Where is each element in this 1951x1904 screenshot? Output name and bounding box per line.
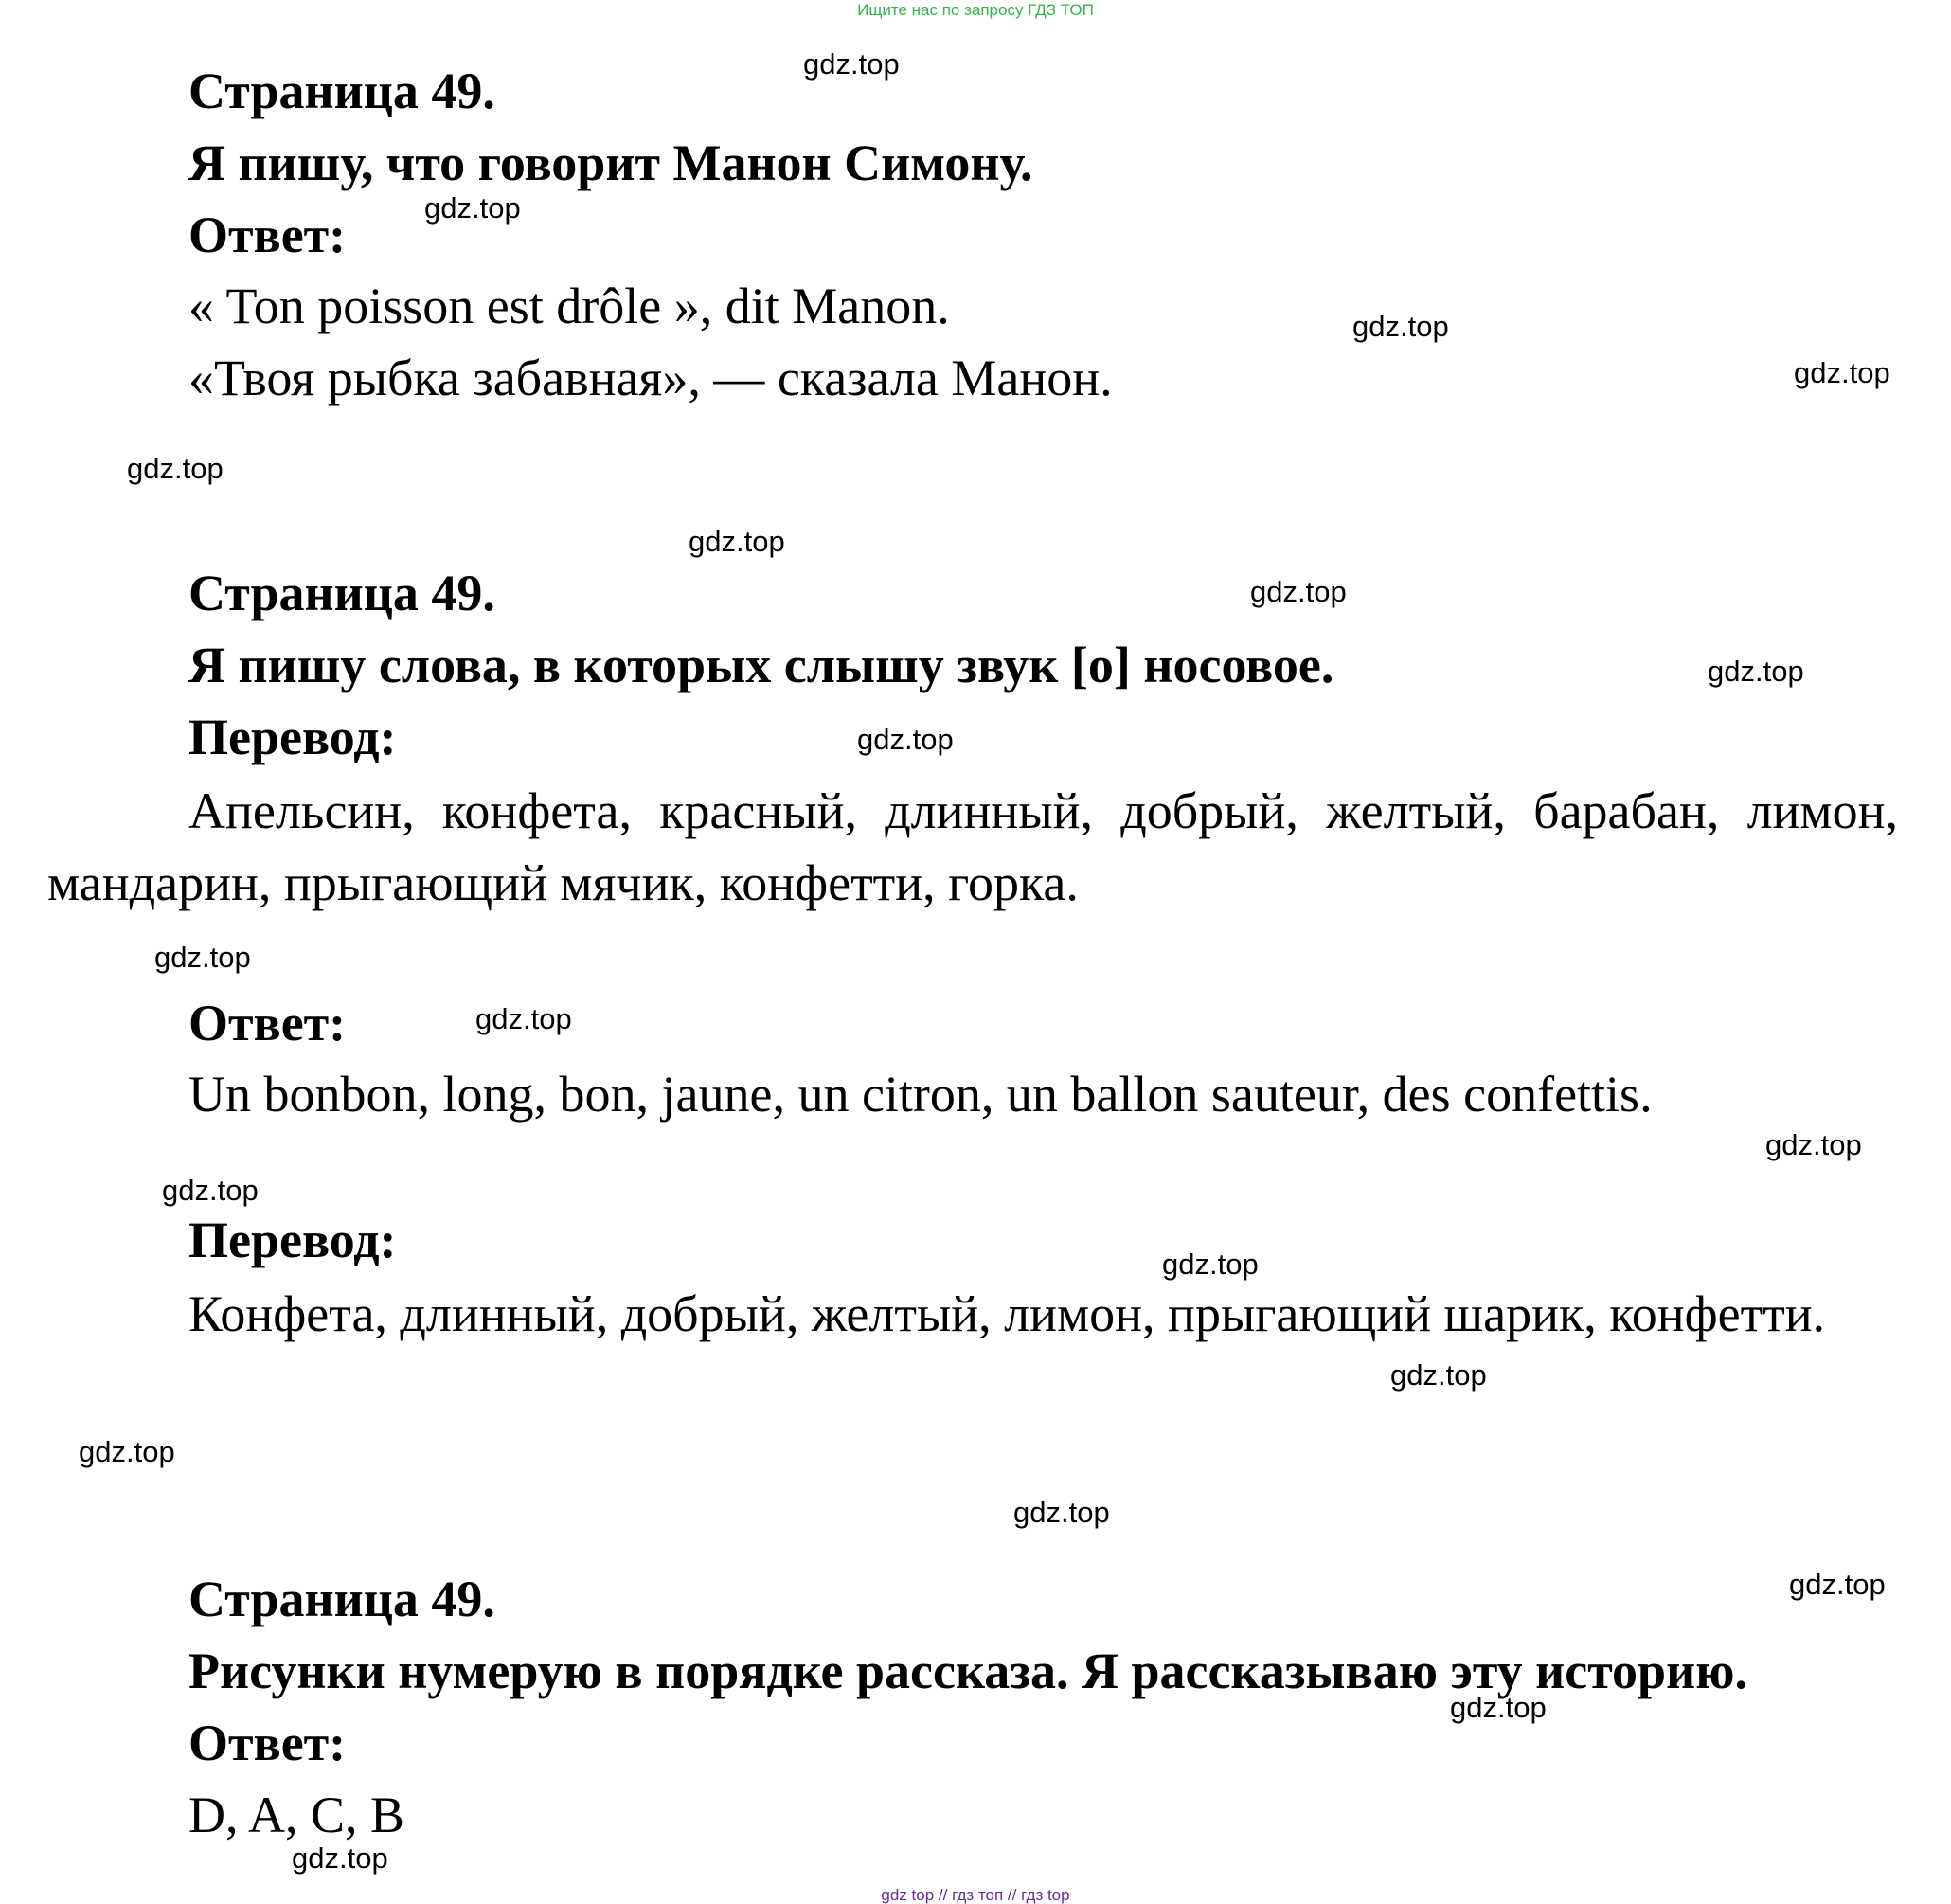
watermark: gdz.top xyxy=(292,1841,388,1875)
watermark: gdz.top xyxy=(1708,655,1804,688)
watermark: gdz.top xyxy=(1162,1248,1259,1281)
answer-label-2: Ответ: xyxy=(188,995,347,1051)
watermark: gdz.top xyxy=(1765,1128,1862,1161)
page-heading-1: Страница 49. xyxy=(188,63,495,119)
translation-label-1: Перевод: xyxy=(188,709,397,765)
watermark: gdz.top xyxy=(1013,1496,1110,1529)
watermark: gdz.top xyxy=(1794,356,1890,389)
answer-label-1: Ответ: xyxy=(188,207,347,263)
translation-paragraph-2: Конфета, длинный, добрый, желтый, лимон, прыгающий шарик, конфетти. xyxy=(188,1285,1826,1342)
translation-label-2: Перевод: xyxy=(188,1212,397,1268)
answer-words-french: Un bonbon, long, bon, jaune, un citron, un ballon sauteur, des confettis. xyxy=(188,1066,1653,1123)
watermark: gdz.top xyxy=(162,1174,259,1207)
watermark: gdz.top xyxy=(79,1435,175,1468)
watermark: gdz.top xyxy=(424,191,521,225)
watermark: gdz.top xyxy=(1352,310,1449,343)
answer-label-3: Ответ: xyxy=(188,1715,347,1771)
watermark: gdz.top xyxy=(475,1002,572,1035)
task-heading-1: Я пишу, что говорит Манон Симону. xyxy=(188,135,1033,191)
watermark: gdz.top xyxy=(1390,1358,1487,1392)
page-heading-2: Страница 49. xyxy=(188,565,495,621)
task-heading-3: Рисунки нумерую в порядке рассказа. Я рассказываю эту историю. xyxy=(188,1643,1747,1699)
answer-line-russian: «Твоя рыбка забавная», — сказала Манон. xyxy=(188,350,1113,406)
top-banner: Ищите нас по запросу ГДЗ ТОП xyxy=(857,1,1094,19)
translation-paragraph-1: Апельсин, конфета, красный, длинный, добрый, желтый, барабан, лимон, мандарин, прыгающий мячик, конфетти, горка. xyxy=(47,782,1898,911)
watermark: gdz.top xyxy=(127,452,224,485)
answer-line-french: « Ton poisson est drôle », dit Manon. xyxy=(188,278,950,334)
watermark: gdz.top xyxy=(154,941,251,974)
page-heading-3: Страница 49. xyxy=(188,1571,495,1627)
watermark: gdz.top xyxy=(689,525,785,558)
watermark: gdz.top xyxy=(803,47,900,81)
task-heading-2: Я пишу слова, в которых слышу звук [o] носовое. xyxy=(188,637,1334,693)
watermark: gdz.top xyxy=(1450,1691,1547,1724)
watermark: gdz.top xyxy=(1250,575,1347,608)
answer-order: D, A, C, B xyxy=(188,1787,405,1843)
watermark: gdz.top xyxy=(857,723,954,756)
footer-links: gdz top // гдз топ // гдз top xyxy=(881,1886,1070,1904)
watermark: gdz.top xyxy=(1789,1568,1886,1601)
